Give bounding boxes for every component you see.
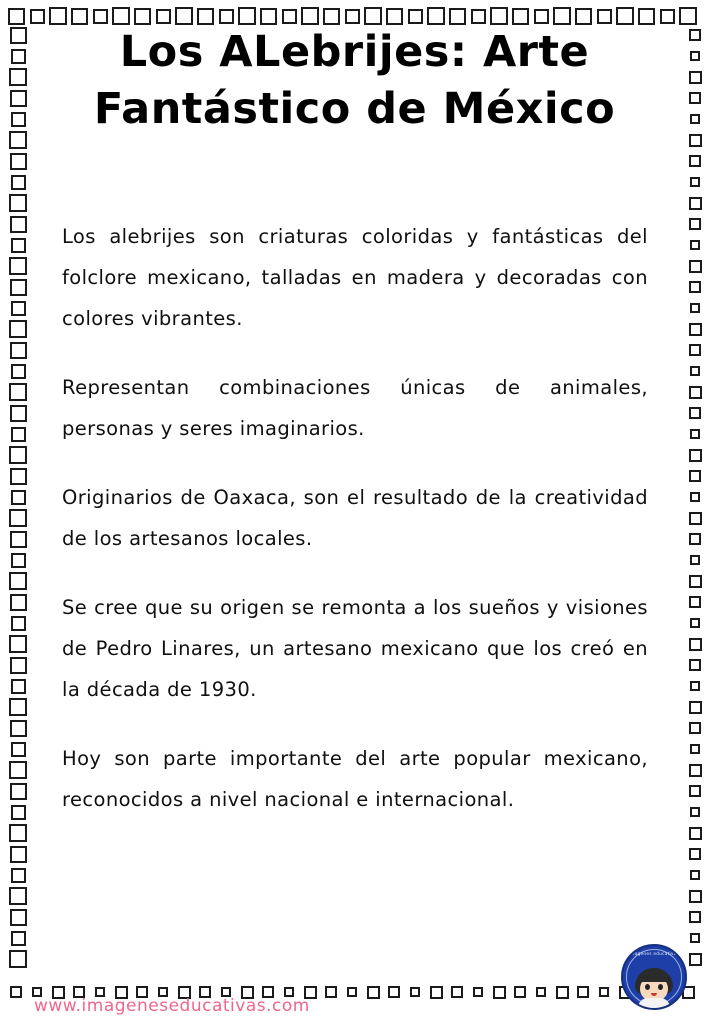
border-square xyxy=(9,257,27,275)
border-square xyxy=(689,92,701,104)
border-square xyxy=(410,987,420,997)
border-square xyxy=(112,7,130,25)
imagenes-educativas-logo xyxy=(621,944,687,1010)
border-square xyxy=(156,9,171,24)
border-square xyxy=(9,383,27,401)
border-square xyxy=(260,8,277,25)
border-square xyxy=(10,279,27,296)
border-square xyxy=(690,303,700,313)
border-square xyxy=(451,986,463,998)
border-square xyxy=(301,7,319,25)
border-square xyxy=(71,8,88,25)
border-square xyxy=(690,429,700,439)
border-square xyxy=(689,218,701,230)
body-content xyxy=(62,216,648,820)
border-square xyxy=(689,722,701,734)
border-square xyxy=(197,8,214,25)
page-title-line-1: Los ALebrijes: Arte xyxy=(119,27,590,77)
border-square xyxy=(11,301,26,316)
border-square xyxy=(449,8,466,25)
logo-caption: imagenes educativas xyxy=(628,951,680,956)
border-square xyxy=(11,238,26,253)
border-square xyxy=(690,555,700,565)
paragraph: Representan combinaciones únicas de animales, personas y seres imaginarios. xyxy=(62,376,648,440)
paragraph: Originarios de Oaxaca, son el resultado de la creatividad de los artesanos locales. xyxy=(62,486,648,550)
border-square xyxy=(8,8,25,25)
footer-website-url[interactable]: www.imageneseducativas.com xyxy=(34,996,310,1016)
border-square xyxy=(9,572,27,590)
border-square xyxy=(690,807,700,817)
border-square xyxy=(10,216,27,233)
border-square xyxy=(689,911,701,923)
border-square xyxy=(514,986,526,998)
border-square xyxy=(689,281,701,293)
border-square xyxy=(689,764,702,777)
border-square xyxy=(493,986,506,999)
border-square xyxy=(690,366,700,376)
border-square xyxy=(388,986,400,998)
border-square xyxy=(219,9,234,24)
border-square xyxy=(134,8,151,25)
border-square xyxy=(689,848,701,860)
border-square xyxy=(367,986,380,999)
border-square xyxy=(430,986,443,999)
border-square xyxy=(9,761,27,779)
border-square xyxy=(690,240,700,250)
border-square xyxy=(10,909,27,926)
border-square xyxy=(660,9,675,24)
border-square xyxy=(690,744,700,754)
border-square xyxy=(345,9,360,24)
border-square xyxy=(689,449,702,462)
border-square xyxy=(690,618,700,628)
border-square xyxy=(689,638,702,651)
border-square xyxy=(575,8,592,25)
border-square xyxy=(9,131,27,149)
border-square xyxy=(9,446,27,464)
border-square xyxy=(690,870,700,880)
border-square xyxy=(9,635,27,653)
border-square xyxy=(9,824,27,842)
border-square xyxy=(689,29,701,41)
border-square xyxy=(599,987,609,997)
border-square xyxy=(9,950,27,968)
border-square xyxy=(690,933,700,943)
border-square xyxy=(689,260,702,273)
border-square xyxy=(689,575,702,588)
border-square xyxy=(11,364,26,379)
border-square xyxy=(490,7,508,25)
border-square xyxy=(689,533,701,545)
border-square xyxy=(10,531,27,548)
logo-bang xyxy=(639,972,669,982)
border-square xyxy=(323,8,340,25)
border-square xyxy=(9,509,27,527)
border-square xyxy=(10,342,27,359)
border-square xyxy=(689,344,701,356)
border-square xyxy=(11,553,26,568)
border-square xyxy=(689,596,701,608)
paragraph: Se cree que su origen se remonta a los sueños y visiones de Pedro Linares, un artesano mexicano que los creó en la década de 1930. xyxy=(62,596,648,701)
border-square xyxy=(689,785,701,797)
border-square xyxy=(347,987,357,997)
border-square xyxy=(638,8,655,25)
border-square xyxy=(10,468,27,485)
border-square xyxy=(536,987,546,997)
border-square xyxy=(30,9,45,24)
border-square xyxy=(597,9,612,24)
border-square xyxy=(689,323,702,336)
border-square xyxy=(11,490,26,505)
page-title-line-2: Fantástico de México xyxy=(93,84,616,134)
border-square xyxy=(10,986,22,998)
border-square xyxy=(11,49,26,64)
border-square xyxy=(689,197,702,210)
border-square xyxy=(690,681,700,691)
border-square xyxy=(11,616,26,631)
border-square xyxy=(690,492,700,502)
page-title xyxy=(48,24,661,138)
border-square xyxy=(512,8,529,25)
border-square xyxy=(690,177,700,187)
border-square xyxy=(534,9,549,24)
border-square xyxy=(49,7,67,25)
border-square xyxy=(11,868,26,883)
border-square xyxy=(10,90,27,107)
border-square xyxy=(10,657,27,674)
border-square xyxy=(689,155,701,167)
border-square xyxy=(11,175,26,190)
border-square xyxy=(10,846,27,863)
border-square xyxy=(11,742,26,757)
border-square xyxy=(10,153,27,170)
paragraph: Los alebrijes son criaturas coloridas y fantásticas del folclore mexicano, talladas en madera y decoradas con colores vibrantes. xyxy=(62,225,648,330)
border-square xyxy=(689,71,702,84)
border-square xyxy=(282,9,297,24)
border-square xyxy=(93,9,108,24)
border-square xyxy=(689,659,701,671)
border-square xyxy=(364,7,382,25)
border-square xyxy=(10,720,27,737)
border-square xyxy=(10,783,27,800)
logo-eye-left xyxy=(645,984,650,990)
border-square xyxy=(427,7,445,25)
border-square xyxy=(616,7,634,25)
border-square xyxy=(11,805,26,820)
border-square xyxy=(689,701,702,714)
border-square xyxy=(689,134,702,147)
border-square xyxy=(577,986,589,998)
border-square xyxy=(690,114,700,124)
paragraph: Hoy son parte importante del arte popular mexicano, reconocidos a nivel nacional e internacional. xyxy=(62,747,648,811)
logo-body xyxy=(638,998,670,1008)
border-square xyxy=(10,27,27,44)
border-square xyxy=(689,953,702,966)
border-square xyxy=(473,987,483,997)
border-square xyxy=(471,9,486,24)
border-square xyxy=(408,9,423,24)
border-square xyxy=(10,594,27,611)
border-square xyxy=(11,679,26,694)
border-square xyxy=(9,887,27,905)
border-square xyxy=(9,698,27,716)
border-square xyxy=(386,8,403,25)
border-square xyxy=(11,427,26,442)
border-square xyxy=(325,986,337,998)
border-square xyxy=(690,51,700,61)
border-square xyxy=(679,7,697,25)
border-square xyxy=(238,7,256,25)
border-square xyxy=(10,405,27,422)
border-square xyxy=(689,407,701,419)
border-square xyxy=(11,112,26,127)
border-square xyxy=(9,194,27,212)
logo-avatar-icon xyxy=(635,968,673,1008)
border-square xyxy=(553,7,571,25)
logo-eye-right xyxy=(658,984,663,990)
border-square xyxy=(11,931,26,946)
border-square xyxy=(689,512,702,525)
border-square xyxy=(689,386,702,399)
border-square xyxy=(175,7,193,25)
border-square xyxy=(556,986,569,999)
border-square xyxy=(689,890,702,903)
border-square xyxy=(9,320,27,338)
border-square xyxy=(689,827,702,840)
border-square xyxy=(689,470,701,482)
border-square xyxy=(9,68,27,86)
